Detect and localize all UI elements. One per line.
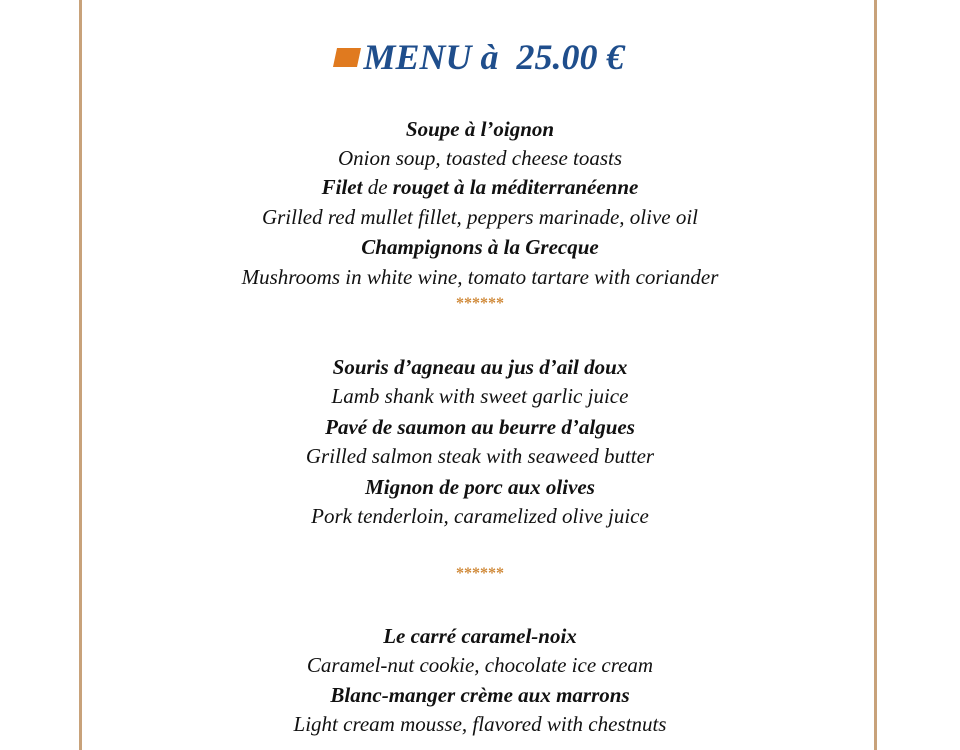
menu-title — [0, 34, 960, 80]
dessert-1-name: Le carré caramel-noix — [383, 624, 577, 648]
starter-2-name-part-2: de — [362, 175, 393, 199]
starter-1-name: Soupe à l’oignon — [405, 117, 555, 141]
main-2-description: Grilled salmon steak with seaweed butter — [305, 444, 655, 468]
main-3-description: Pork tenderloin, caramelized olive juice — [311, 504, 649, 528]
dessert-2-name: Blanc-manger crème aux marrons — [330, 683, 630, 707]
main-1-name: Souris d’agneau au jus d’ail doux — [332, 355, 628, 379]
starter-1-description: Onion soup, toasted cheese toasts — [337, 146, 623, 170]
main-3-name: Mignon de porc aux olives — [365, 475, 595, 499]
main-1-description: Lamb shank with sweet garlic juice — [331, 384, 629, 408]
starter-3-name: Champignons à la Grecque — [361, 235, 599, 259]
menu-title-text: MENU à 25.00 € — [363, 37, 625, 77]
starter-2-name-part-1: Filet — [321, 175, 363, 199]
dessert-1-description: Caramel-nut cookie, chocolate ice cream — [306, 653, 654, 677]
square-bullet-icon — [333, 48, 361, 67]
starter-3-description: Mushrooms in white wine, tomato tartare with coriander — [241, 265, 719, 289]
main-2-name: Pavé de saumon au beurre d’algues — [325, 415, 635, 439]
separator-1: ****** — [456, 295, 504, 312]
separator-2: ****** — [456, 565, 504, 582]
starter-2-name — [0, 174, 960, 200]
starter-2-name-part-3: rouget à la méditerranéenne — [392, 175, 639, 199]
dessert-2-description: Light cream mousse, flavored with chestnuts — [293, 712, 667, 736]
starter-2-description: Grilled red mullet fillet, peppers marinade, olive oil — [261, 205, 699, 229]
